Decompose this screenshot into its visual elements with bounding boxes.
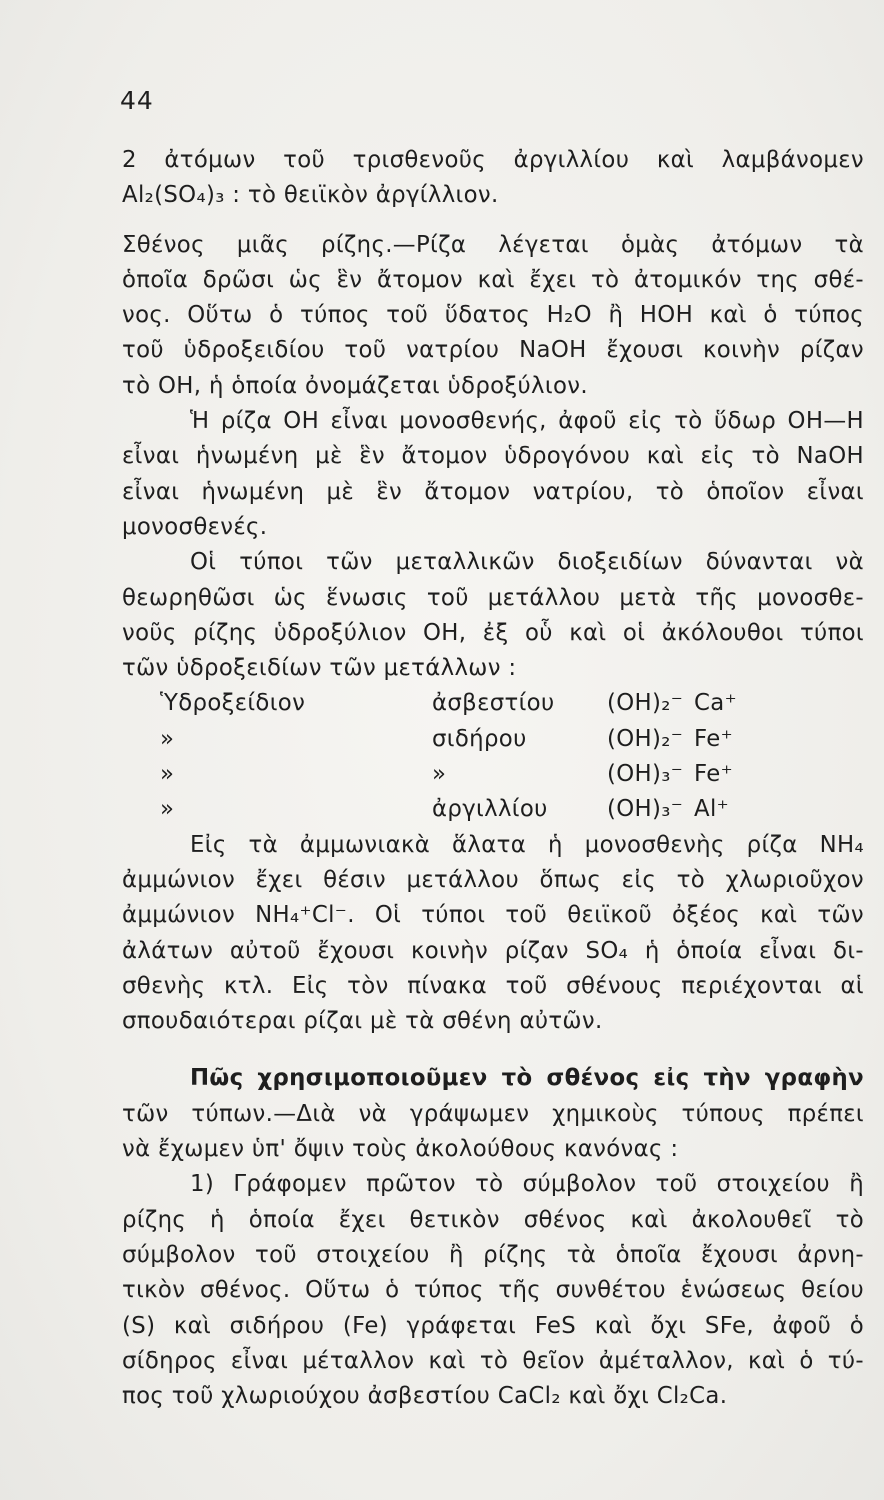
hydroxide-metal: σιδήρου <box>432 725 527 752</box>
hydroxide-row <box>122 757 864 792</box>
text-line: εἶναι ἡνωμένη μὲ ἓν ἄτομον νατρίου, τὸ ὁποῖον εἶναι <box>122 478 864 505</box>
hydroxide-prefix: Ὑδροξείδιον <box>160 690 306 717</box>
text-line: ἀμμώνιον NH₄⁺Cl⁻. Οἱ τύποι τοῦ θειϊκοῦ ὀξέος καὶ τῶν <box>122 902 864 929</box>
text-line: τῶν τύπων.—Διὰ νὰ γράψωμεν χημικοὺς τύπους πρέπει <box>122 1100 864 1127</box>
text-line: θεωρηθῶσι ὡς ἕνωσις τοῦ μετάλλου μετὰ τῆς μονοσθε- <box>122 584 864 611</box>
text-line: τῶν ὑδροξειδίων τῶν μετάλλων : <box>122 655 517 682</box>
text-line: ρίζης ἡ ὁποία ἔχει θετικὸν σθένος καὶ ἀκολουθεῖ τὸ <box>122 1206 864 1233</box>
page-number: 44 <box>120 86 154 115</box>
hydroxide-ion: Ca⁺ <box>694 690 737 717</box>
hydroxide-row <box>122 722 864 757</box>
text-line: ἀλάτων αὐτοῦ ἔχουσι κοινὴν ρίζαν SO₄ ἡ ὁποία εἶναι δι- <box>122 937 864 964</box>
text-line: νὰ ἔχωμεν ὑπ' ὄψιν τοὺς ἀκολούθους κανόνας : <box>122 1136 679 1163</box>
text-line: σπουδαιότεραι ρίζαι μὲ τὰ σθένη αὐτῶν. <box>122 1008 603 1035</box>
hydroxide-row <box>122 792 864 827</box>
hydroxide-metal: ἀσβεστίου <box>432 690 555 717</box>
hydroxide-prefix: » <box>160 725 175 752</box>
hydroxide-formula: (OH)₂⁻ <box>607 725 684 752</box>
text-line: Al₂(SO₄)₃ : τὸ θειϊκὸν ἀργίλλιον. <box>122 182 499 209</box>
hydroxide-ion: Fe⁺ <box>694 725 733 752</box>
text-line: σίδηρος εἶναι μέταλλον καὶ τὸ θεῖον ἀμέταλλον, καὶ ὁ τύ- <box>122 1347 864 1374</box>
text-line: ἀμμώνιον ἔχει θέσιν μετάλλου ὅπως εἰς τὸ χλωριοῦχον <box>122 866 864 893</box>
text-line: Ἡ ρίζα OH εἶναι μονοσθενής, ἀφοῦ εἰς τὸ ὕδωρ OH—H <box>190 408 864 435</box>
text-line: Οἱ τύποι τῶν μεταλλικῶν διοξειδίων δύνανται νὰ <box>190 549 864 576</box>
hydroxide-formula: (OH)₃⁻ <box>607 796 684 823</box>
hydroxide-table <box>122 686 864 827</box>
section-heading-valence-radical: Σθένος μιᾶς ρίζης.—Ρίζα λέγεται ὁμὰς ἀτόμων τὰ <box>122 231 864 258</box>
hydroxide-metal: » <box>432 761 447 788</box>
hydroxide-prefix: » <box>160 796 175 823</box>
hydroxide-row <box>122 686 864 721</box>
hydroxide-metal: ἀργιλλίου <box>432 796 548 823</box>
hydroxide-prefix: » <box>160 761 175 788</box>
text-line: τικὸν σθένος. Οὕτω ὁ τύπος τῆς συνθέτου ἑνώσεως θείου <box>122 1277 864 1304</box>
hydroxide-formula: (OH)₃⁻ <box>607 761 684 788</box>
hydroxide-ion: Fe⁺ <box>694 761 733 788</box>
text-line: 2 ἀτόμων τοῦ τρισθενοῦς ἀργιλλίου καὶ λαμβάνομεν <box>122 147 864 173</box>
hydroxide-ion: Al⁺ <box>694 796 730 823</box>
text-line: Εἰς τὰ ἀμμωνιακὰ ἅλατα ἡ μονοσθενὴς ρίζα NH₄ <box>190 831 864 858</box>
body-text <box>122 143 864 1414</box>
text-line: μονοσθενές. <box>122 513 268 540</box>
text-line: (S) καὶ σιδήρου (Fe) γράφεται FeS καὶ ὄχι SFe, ἀφοῦ ὁ <box>122 1312 864 1339</box>
text-line: νοῦς ρίζης ὑδροξύλιον OH, ἐξ οὗ καὶ οἱ ἀκόλουθοι τύποι <box>122 619 864 646</box>
text-line: νος. Οὕτω ὁ τύπος τοῦ ὕδατος H₂O ἢ HOH καὶ ὁ τύπος <box>122 302 864 329</box>
text-line: εἶναι ἡνωμένη μὲ ἓν ἄτομον ὑδρογόνου καὶ εἰς τὸ NaOH <box>122 443 864 470</box>
section-heading-using-valence: Πῶς χρησιμοποιοῦμεν τὸ σθένος εἰς τὴν γραφὴν <box>190 1065 864 1092</box>
hydroxide-formula: (OH)₂⁻ <box>607 690 684 717</box>
text-line: σθενὴς κτλ. Εἰς τὸν πίνακα τοῦ σθένους περιέχονται αἱ <box>122 972 864 999</box>
text-line: πος τοῦ χλωριούχου ἀσβεστίου CaCl₂ καὶ ὄχι Cl₂Ca. <box>122 1383 728 1410</box>
text-line: ὁποῖα δρῶσι ὡς ἓν ἄτομον καὶ ἔχει τὸ ἀτομικόν της σθέ- <box>122 266 864 293</box>
rule-1-line: 1) Γράφομεν πρῶτον τὸ σύμβολον τοῦ στοιχείου ἢ <box>190 1171 864 1198</box>
text-line: τὸ OH, ἡ ὁποία ὀνομάζεται ὑδροξύλιον. <box>122 372 588 399</box>
text-line: σύμβολον τοῦ στοιχείου ἢ ρίζης τὰ ὁποῖα ἔχουσι ἀρνη- <box>122 1241 864 1268</box>
text-line: τοῦ ὑδροξειδίου τοῦ νατρίου NaOH ἔχουσι κοινὴν ρίζαν <box>122 337 864 364</box>
